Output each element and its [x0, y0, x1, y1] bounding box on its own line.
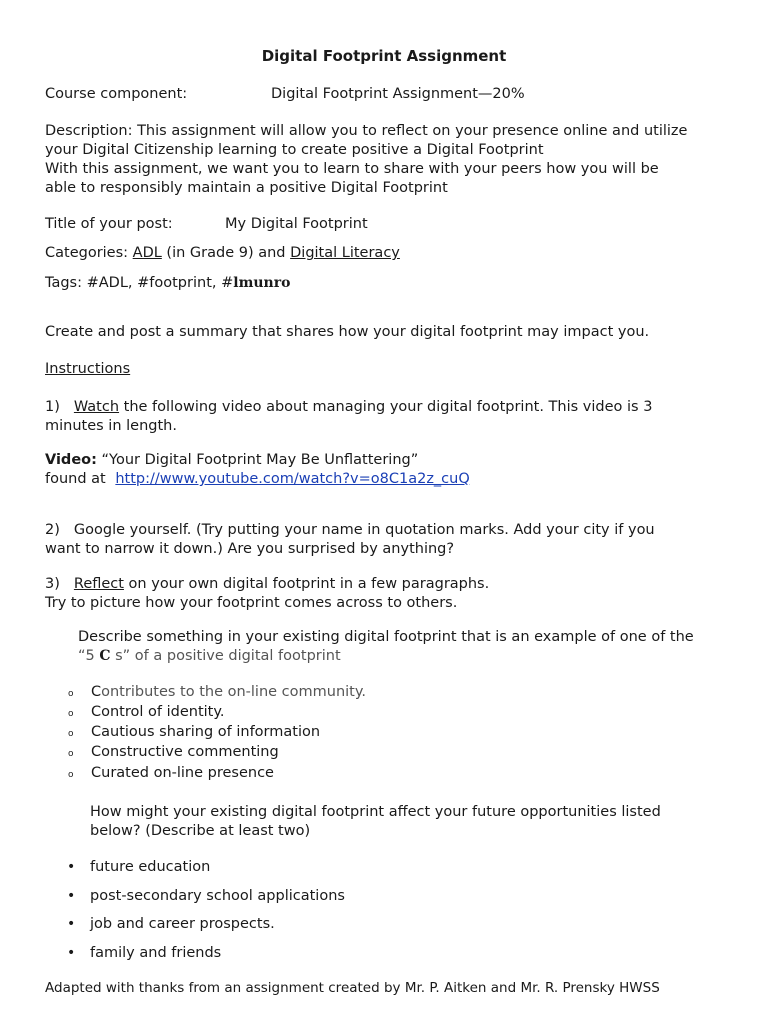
course-component-value: Digital Footprint Assignment—20%: [271, 86, 525, 102]
category-adl: ADL: [132, 245, 162, 261]
circle-bullet-icon: o: [68, 770, 74, 780]
step-1-text: the following video about managing your digital footprint. This video is 3: [119, 399, 653, 415]
step-2-text: Google yourself. (Try putting your name in quotation marks. Add your city if you: [73, 522, 655, 538]
circle-bullet-icon: o: [68, 709, 74, 719]
video-found-at: found at: [45, 471, 111, 487]
circle-bullet-icon: o: [68, 749, 74, 759]
categories-label: Categories:: [45, 245, 133, 261]
bullet-icon: •: [67, 916, 76, 932]
describe-rest: s” of a positive digital footprint: [110, 648, 341, 664]
step-2-line-2: want to narrow it down.) Are you surprised by anything?: [45, 541, 455, 557]
step-3-number: 3): [45, 576, 60, 592]
future-line-1: How might your existing digital footprint affect your future opportunities listed: [90, 804, 661, 820]
bullet-icon: •: [67, 945, 76, 961]
tags-line: [45, 274, 290, 293]
description-line-1: Description: This assignment will allow you to reflect on your presence online and utilize: [45, 123, 688, 139]
post-title-value: My Digital Footprint: [225, 216, 368, 232]
description-line-4: able to responsibly maintain a positive Digital Footprint: [45, 180, 448, 196]
step-1-line-1: [45, 398, 652, 417]
step-1-verb: Watch: [73, 399, 120, 415]
bullet-icon: •: [67, 859, 76, 875]
categories-middle: (in Grade 9) and: [161, 245, 291, 261]
post-title-label: Title of your post:: [45, 216, 173, 232]
video-label: Video:: [45, 452, 97, 468]
step-1-line-2: minutes in length.: [45, 418, 177, 434]
step-3-verb: Reflect: [73, 576, 124, 592]
step-3-line-2: Try to picture how your footprint comes across to others.: [45, 595, 458, 611]
step-1-number: 1): [45, 399, 60, 415]
step-3-text: on your own digital footprint in a few paragraphs.: [123, 576, 490, 592]
summary-instruction: Create and post a summary that shares how your digital footprint may impact you.: [45, 324, 650, 340]
course-component-label: Course component:: [45, 86, 188, 102]
step-2-line-1: [45, 521, 655, 540]
step-3-line-1: [45, 575, 489, 594]
describe-c: C: [99, 648, 111, 664]
document-title: Digital Footprint Assignment: [261, 47, 507, 65]
circle-bullet-icon: o: [68, 689, 74, 699]
video-title: “Your Digital Footprint May Be Unflattering”: [96, 452, 419, 468]
future-line-2: below? (Describe at least two): [90, 823, 311, 839]
instructions-heading: Instructions: [45, 361, 131, 377]
tags-prefix: Tags: #ADL, #footprint, #: [45, 275, 234, 291]
video-link-line: [45, 470, 470, 489]
category-digital-literacy: Digital Literacy: [290, 245, 400, 261]
video-line: [45, 451, 418, 470]
tags-handle: lmunro: [233, 275, 291, 291]
footer-credit: Adapted with thanks from an assignment created by Mr. P. Aitken and Mr. R. Prensky HWSS: [45, 980, 660, 996]
bullet-icon: •: [67, 888, 76, 904]
circle-bullet-icon: o: [68, 729, 74, 739]
describe-line-1: Describe something in your existing digital footprint that is an example of one of the: [78, 629, 694, 645]
description-line-3: With this assignment, we want you to learn to share with your peers how you will be: [45, 161, 659, 177]
video-url-link[interactable]: http://www.youtube.com/watch?v=o8C1a2z_cuQ: [115, 471, 470, 487]
step-2-number: 2): [45, 522, 60, 538]
describe-open: “5: [78, 648, 100, 664]
categories-line: [45, 244, 400, 263]
describe-line-2: [78, 647, 341, 666]
description-line-2: your Digital Citizenship learning to create positive a Digital Footprint: [45, 142, 544, 158]
